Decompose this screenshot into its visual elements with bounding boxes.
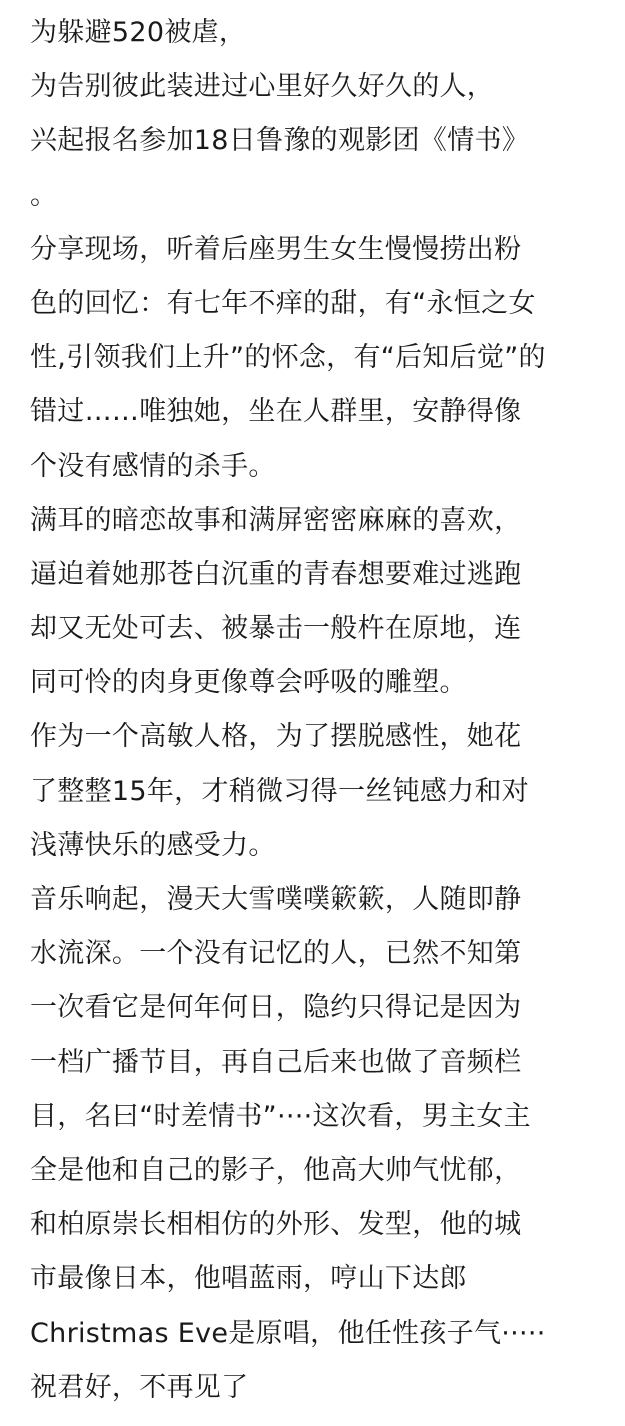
text-line: 逼迫着她那苍白沉重的青春想要难过逃跑 [30,558,522,590]
text-line: 祝君好，不再见了 [30,1371,249,1403]
text-line: 同可怜的肉身更像尊会呼吸的雕塑。 [30,667,467,699]
text-line: 为告别彼此装进过心里好久好久的人， [30,71,495,103]
text-line: 水流深。一个没有记忆的人，已然不知第 [30,938,522,970]
text-line: 个没有感情的杀手。 [30,450,276,482]
text-line: 。 [30,179,58,211]
text-line: 一次看它是何年何日，隐约只得记是因为 [30,992,522,1024]
text-line: 目，名曰“时差情书”····这次看，男主女主 [30,1100,531,1132]
text-line: 市最像日本，他唱蓝雨，哼山下达郎 [30,1263,467,1295]
text-line: 满耳的暗恋故事和满屏密密麻麻的喜欢， [30,504,522,536]
text-line: 兴起报名参加18日鲁豫的观影团《情书》 [30,125,530,157]
text-line: 错过……唯独她，坐在人群里，安静得像 [30,396,522,428]
text-line: 音乐响起，漫天大雪噗噗簌簌，人随即静 [30,884,522,915]
text-line: 性,引领我们上升”的怀念，有“后知后觉”的 [30,342,546,374]
text-line: 浅薄快乐的感受力。 [30,829,276,861]
text-line: 分享现场，听着后座男生女生慢慢捞出粉 [30,233,522,265]
text-line: 全是他和自己的影子，他高大帅气忧郁， [30,1154,522,1186]
text-line: 作为一个高敏人格，为了摆脱感性，她花 [30,721,522,753]
text-line: 一档广播节目，再自己后来也做了音频栏 [30,1046,522,1078]
text-line: 了整整15年，才稍微习得一丝钝感力和对 [30,775,530,807]
text-line: 和柏原崇长相相仿的外形、发型，他的城 [30,1209,522,1241]
text-line: 色的回忆：有七年不痒的甜，有“永恒之女 [30,287,536,319]
document-body [30,6,620,1415]
text-line: 为躲避520被虐， [30,17,247,48]
text-line: Christmas Eve是原唱，他任性孩子气····· [30,1317,546,1349]
text-line: 却又无处可去、被暴击一般杵在原地，连 [30,613,522,645]
